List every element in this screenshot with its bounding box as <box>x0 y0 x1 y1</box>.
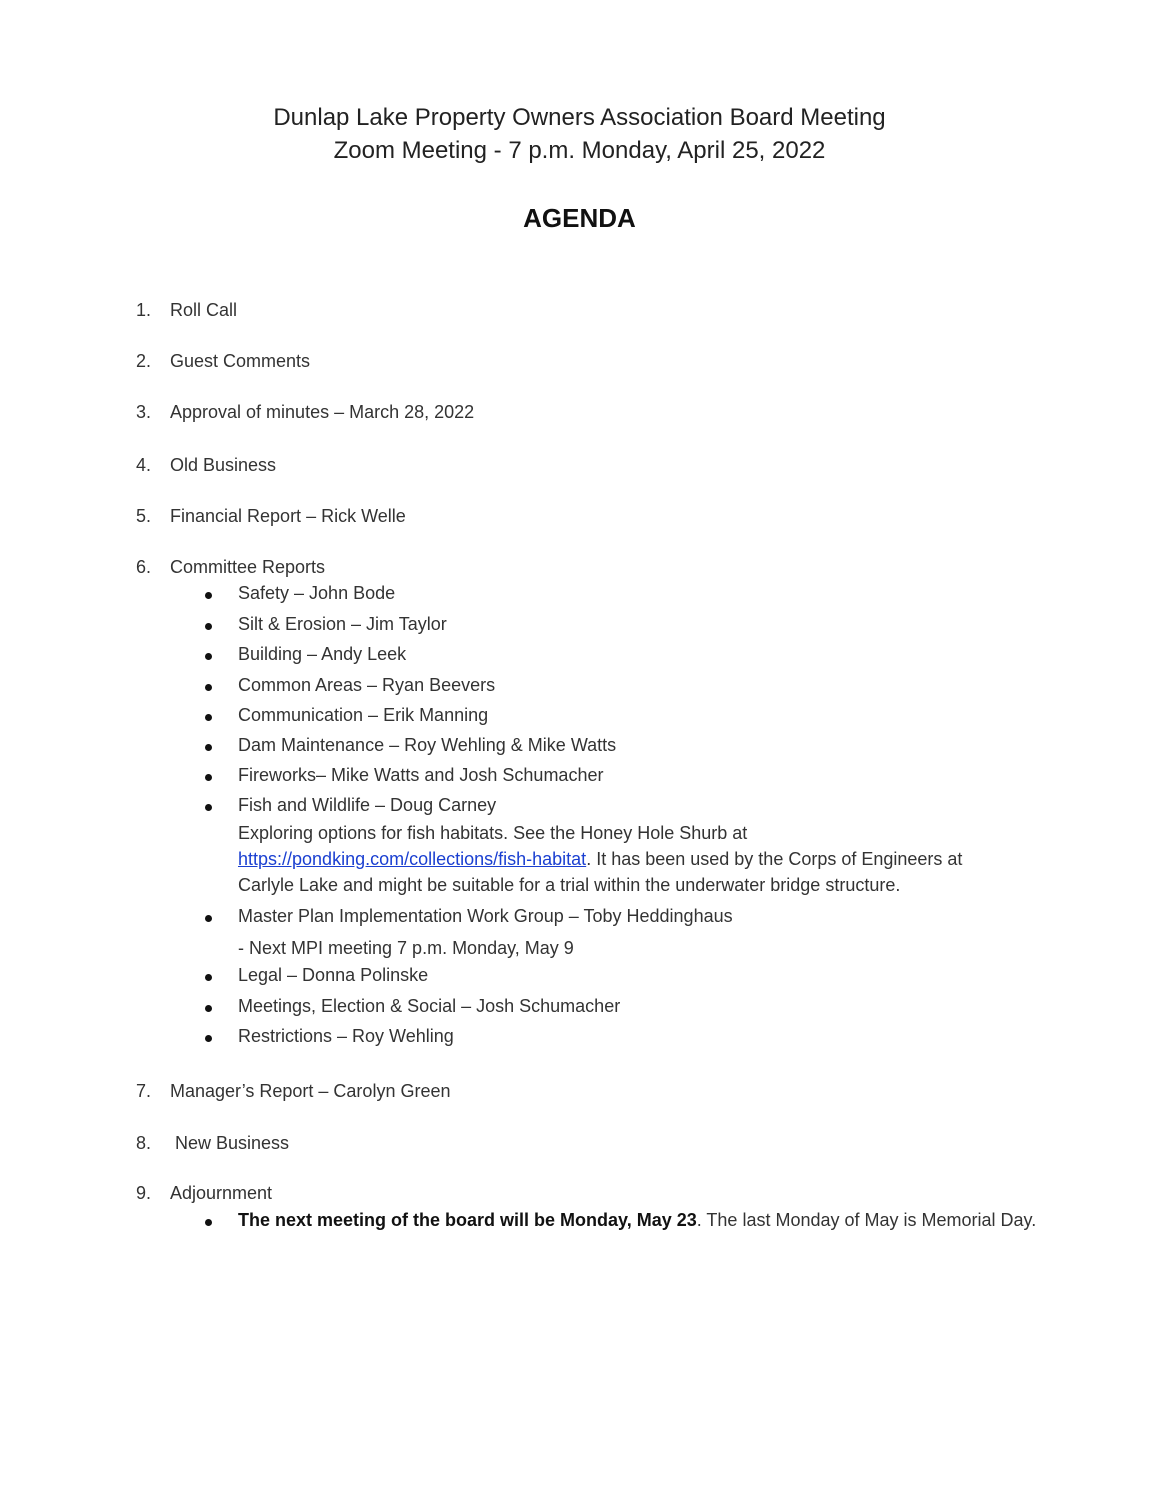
document-title: Dunlap Lake Property Owners Association Board Meeting <box>273 104 886 131</box>
item-number: 6. <box>136 557 152 577</box>
agenda-item-roll-call <box>136 300 237 321</box>
bullet-icon <box>205 804 212 811</box>
fish-habitat-link[interactable]: https://pondking.com/collections/fish-habitat <box>238 849 587 869</box>
agenda-item-guest-comments <box>136 351 310 372</box>
committee-text: Dam Maintenance – Roy Wehling & Mike Watts <box>238 735 617 755</box>
committee-text: Common Areas – Ryan Beevers <box>238 675 496 695</box>
fish-note-text: . It has been used by the Corps of Engineers at <box>586 849 963 869</box>
committee-text: Restrictions – Roy Wehling <box>238 1026 454 1046</box>
next-meeting-date: The next meeting of the board will be Monday, May 23 <box>238 1210 697 1230</box>
fish-note-line-2 <box>238 846 962 872</box>
agenda-item-managers-report <box>136 1081 450 1102</box>
item-text: Old Business <box>170 455 277 475</box>
bullet-icon <box>205 1219 212 1226</box>
committee-text: Safety – John Bode <box>238 583 396 603</box>
item-number: 9. <box>136 1183 152 1203</box>
bullet-icon <box>205 915 212 922</box>
adjournment-text <box>238 1210 1036 1231</box>
committee-text: Fish and Wildlife – Doug Carney <box>238 795 497 815</box>
meeting-subtitle: Zoom Meeting - 7 p.m. Monday, April 25, 2022 <box>333 137 826 164</box>
bullet-icon <box>205 623 212 630</box>
item-number: 2. <box>136 351 152 371</box>
item-text: Roll Call <box>170 300 238 320</box>
item-text: Financial Report – Rick Welle <box>170 506 406 526</box>
item-number: 8. <box>136 1133 152 1153</box>
bullet-icon <box>205 714 212 721</box>
agenda-heading: AGENDA <box>523 203 636 233</box>
bullet-icon <box>205 744 212 751</box>
item-text: Approval of minutes – March 28, 2022 <box>170 402 475 422</box>
agenda-item-new-business <box>136 1133 289 1154</box>
committee-text: Fireworks– Mike Watts and Josh Schumacher <box>238 765 604 785</box>
bullet-icon <box>205 974 212 981</box>
agenda-item-adjournment <box>136 1183 272 1204</box>
committee-text: Meetings, Election & Social – Josh Schumacher <box>238 996 621 1016</box>
item-text: Adjournment <box>170 1183 273 1203</box>
committee-text: Legal – Donna Polinske <box>238 965 429 985</box>
committee-text: Master Plan Implementation Work Group – Toby Heddinghaus <box>238 906 733 926</box>
committee-text: Silt & Erosion – Jim Taylor <box>238 614 447 634</box>
agenda-item-financial-report <box>136 506 406 527</box>
memorial-day-note: . The last Monday of May is Memorial Day. <box>696 1210 1037 1230</box>
committee-text: Building – Andy Leek <box>238 644 407 664</box>
fish-note-line-1: Exploring options for fish habitats. See the Honey Hole Shurb at <box>238 823 748 843</box>
bullet-icon <box>205 1005 212 1012</box>
item-number: 5. <box>136 506 152 526</box>
item-text: Manager’s Report – Carolyn Green <box>170 1081 451 1101</box>
fish-note-line-3: Carlyle Lake and might be suitable for a trial within the underwater bridge structure. <box>238 875 901 895</box>
bullet-icon <box>205 653 212 660</box>
bullet-icon <box>205 1035 212 1042</box>
bullet-icon <box>205 774 212 781</box>
mpi-note: - Next MPI meeting 7 p.m. Monday, May 9 <box>238 938 574 958</box>
item-number: 7. <box>136 1081 152 1101</box>
item-text: Guest Comments <box>170 351 311 371</box>
item-number: 1. <box>136 300 152 320</box>
agenda-item-committee-reports <box>136 557 325 578</box>
committee-text: Communication – Erik Manning <box>238 705 489 725</box>
agenda-item-old-business <box>136 455 276 476</box>
bullet-icon <box>205 684 212 691</box>
item-text: New Business <box>170 1133 290 1153</box>
bullet-icon <box>205 592 212 599</box>
item-number: 4. <box>136 455 152 475</box>
agenda-item-approval-minutes <box>136 402 474 423</box>
item-number: 3. <box>136 402 152 422</box>
item-text: Committee Reports <box>170 557 326 577</box>
